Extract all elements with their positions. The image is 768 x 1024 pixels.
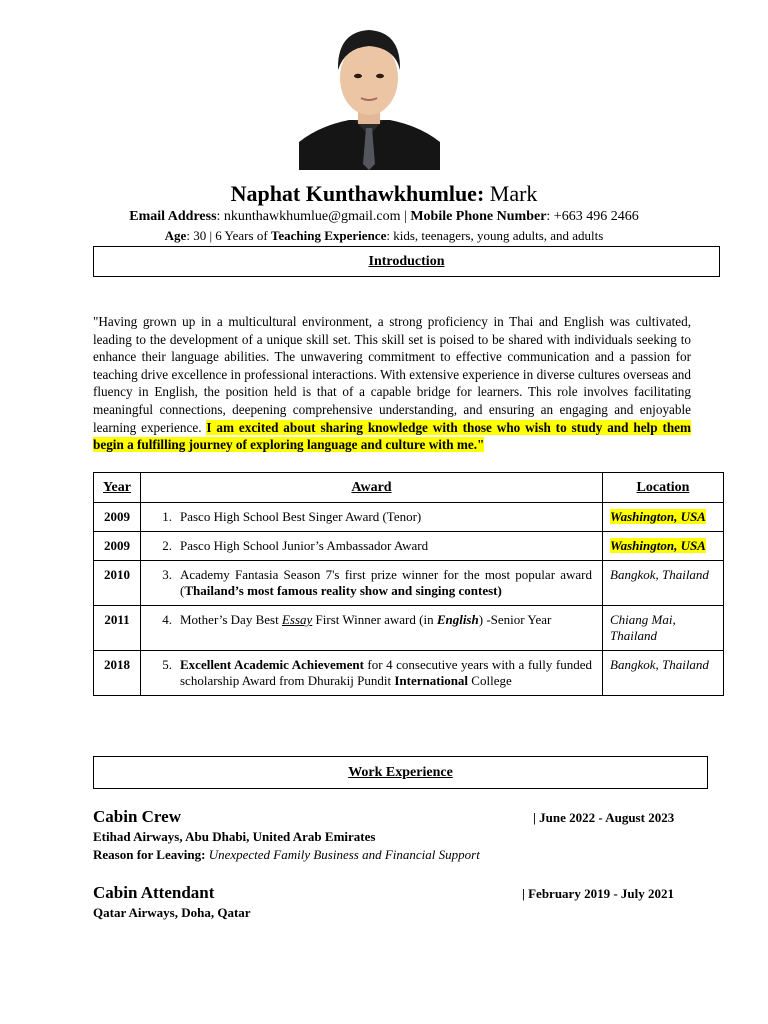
col-award: Award	[141, 473, 603, 503]
location: Bangkok, Thailand	[603, 651, 724, 696]
contact-line	[0, 209, 768, 225]
work-experience-heading: Work Experience	[93, 756, 708, 789]
table-row: 2009 1. Pasco High School Best Singer Award (Tenor) Washington, USA	[94, 503, 724, 532]
job-company: Etihad Airways, Abu Dhabi, United Arab Emirates	[93, 829, 376, 844]
phone-value: : +663 496 2466	[546, 209, 639, 224]
table-row: 2018 5. Excellent Academic Achievement for 4 consecutive years with a fully funded scholarship Award from Dhurakij Pundit International College Bangkok, Thailand	[94, 651, 724, 696]
location: Chiang Mai, Thailand	[603, 606, 724, 651]
job-title: Cabin Attendant	[93, 883, 215, 902]
awards-table	[93, 472, 724, 696]
job-date: | June 2022 - August 2023	[533, 810, 675, 825]
table-row: 2009 2. Pasco High School Junior’s Ambassador Award Washington, USA	[94, 532, 724, 561]
location: Washington, USA	[610, 538, 706, 553]
introduction-highlight: I am excited about sharing knowledge with those who wish to study and help them begin a fulfilling journey of exploring language and culture with me."	[93, 419, 692, 453]
job-date: | February 2019 - July 2021	[522, 886, 674, 901]
introduction-heading: Introduction	[93, 246, 720, 277]
profile-photo	[299, 24, 440, 170]
col-location: Location	[603, 473, 724, 503]
location: Bangkok, Thailand	[603, 561, 724, 606]
job-company: Qatar Airways, Doha, Qatar	[93, 905, 251, 920]
table-row: 2010 3. Academy Fantasia Season 7's first prize winner for the most popular award (Thailand’s most famous reality show and singing contest) Bangkok, Thailand	[94, 561, 724, 606]
job-title: Cabin Crew	[93, 807, 181, 826]
col-year: Year	[94, 473, 141, 503]
job-reason: Reason for Leaving: Unexpected Family Business and Financial Support	[93, 847, 480, 862]
phone-label: Mobile Phone Number	[410, 209, 547, 224]
email-label: Email Address	[129, 209, 217, 224]
candidate-name: Naphat Kunthawkhumlue: Mark	[230, 181, 538, 206]
awards-header-row	[94, 473, 724, 503]
location: Washington, USA	[610, 509, 706, 524]
email-value: : nkunthawkhumlue@gmail.com |	[216, 209, 411, 224]
age-line: Age: 30 | 6 Years of Teaching Experience: kids, teenagers, young adults, and adults	[164, 228, 604, 243]
table-row: 2011 4. Mother’s Day Best Essay First Winner award (in English) -Senior Year Chiang Mai, Thailand	[94, 606, 724, 651]
introduction-text: "Having grown up in a multicultural environment, a strong proficiency in Thai and English was cultivated, leading to the development of a unique skill set. This skill set is poised to be shared with individuals seeking to enhance their language abilities. The unwavering commitment to effective communication and a passion for teaching drive excellence in professional interactions. With extensive experience in diverse cultures overseas and fluency in English, the position held is that of a capable bridge for learners. This role involves facilitating meaningful connections, deepening comprehensive understanding, and ensuring an engaging and enjoyable learning experience. I am excited about sharing knowledge with those who wish to study and help them begin a fulfilling journey of exploring language and culture with me."	[93, 314, 692, 453]
